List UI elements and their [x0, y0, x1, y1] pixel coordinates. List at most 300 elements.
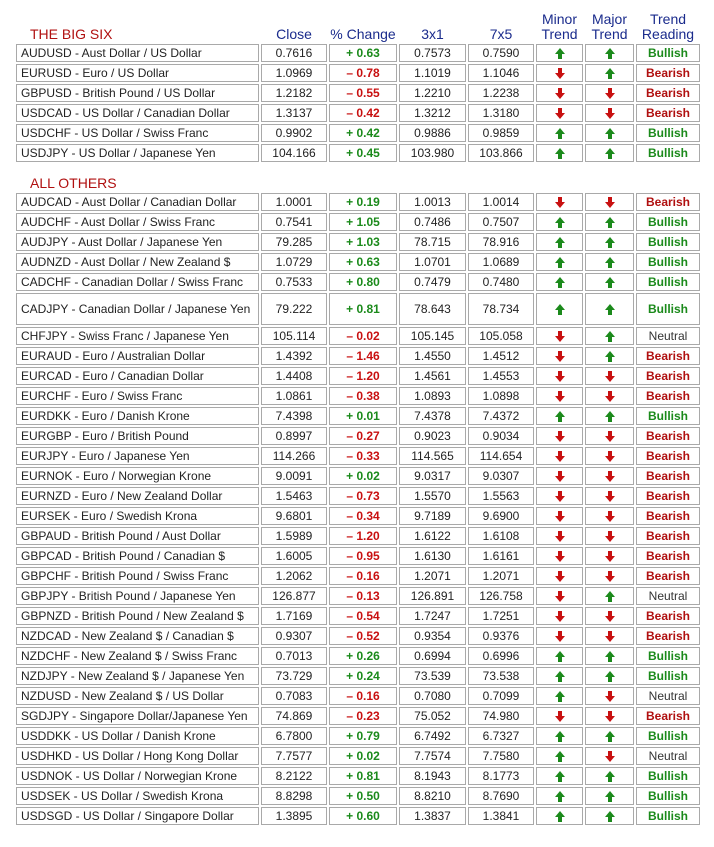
- arrow-up-icon: [555, 148, 565, 159]
- table-row[interactable]: [16, 527, 700, 545]
- arrow-up-icon: [605, 731, 615, 742]
- minor-trend-cell: [536, 44, 583, 62]
- pair-name[interactable]: EURJPY - Euro / Japanese Yen: [16, 447, 259, 465]
- value-7x5: 1.4553: [468, 367, 534, 385]
- section-title-all-others: ALL OTHERS: [30, 176, 117, 191]
- arrow-down-icon: [605, 571, 615, 582]
- value-7x5: 1.3180: [468, 104, 534, 122]
- trend-reading-value: Bullish: [636, 727, 700, 745]
- value-7x5: 114.654: [468, 447, 534, 465]
- pair-name[interactable]: USDDKK - US Dollar / Danish Krone: [16, 727, 259, 745]
- value-3x1: 0.9023: [399, 427, 466, 445]
- table-row[interactable]: [16, 427, 700, 445]
- trend-reading-value: Bearish: [636, 84, 700, 102]
- trend-reading-value: Bearish: [636, 467, 700, 485]
- close-value: 1.3895: [261, 807, 327, 825]
- value-3x1: 9.0317: [399, 467, 466, 485]
- pair-name[interactable]: GBPUSD - British Pound / US Dollar: [16, 84, 259, 102]
- trend-reading-value: Bearish: [636, 347, 700, 365]
- minor-trend-cell: [536, 687, 583, 705]
- pair-name[interactable]: EURNZD - Euro / New Zealand Dollar: [16, 487, 259, 505]
- arrow-down-icon: [555, 451, 565, 462]
- header-major-trend: Major Trend: [591, 12, 628, 42]
- table-row[interactable]: [16, 144, 700, 162]
- trend-reading-value: Neutral: [636, 327, 700, 345]
- table-row[interactable]: [16, 104, 700, 122]
- value-3x1: 1.6130: [399, 547, 466, 565]
- pair-name[interactable]: GBPNZD - British Pound / New Zealand $: [16, 607, 259, 625]
- pair-name[interactable]: GBPCAD - British Pound / Canadian $: [16, 547, 259, 565]
- value-3x1: 114.565: [399, 447, 466, 465]
- table-row[interactable]: [16, 347, 700, 365]
- major-trend-cell: [585, 807, 634, 825]
- major-trend-cell: [585, 84, 634, 102]
- arrow-up-icon: [605, 277, 615, 288]
- value-3x1: 1.0893: [399, 387, 466, 405]
- close-value: 8.2122: [261, 767, 327, 785]
- table-row[interactable]: [16, 407, 700, 425]
- table-row[interactable]: [16, 213, 700, 231]
- trend-reading-value: Bearish: [636, 367, 700, 385]
- arrow-up-icon: [555, 304, 565, 315]
- pair-name[interactable]: AUDCHF - Aust Dollar / Swiss Franc: [16, 213, 259, 231]
- arrow-down-icon: [555, 471, 565, 482]
- value-3x1: 0.7573: [399, 44, 466, 62]
- major-trend-cell: [585, 104, 634, 122]
- close-value: 0.7616: [261, 44, 327, 62]
- value-3x1: 126.891: [399, 587, 466, 605]
- pair-name[interactable]: CADJPY - Canadian Dollar / Japanese Yen: [16, 293, 259, 325]
- close-value: 0.9307: [261, 627, 327, 645]
- close-value: 74.869: [261, 707, 327, 725]
- table-row[interactable]: [16, 547, 700, 565]
- major-trend-cell: [585, 64, 634, 82]
- minor-trend-cell: [536, 327, 583, 345]
- header-trend-reading: Trend Reading: [641, 12, 695, 42]
- close-value: 1.7169: [261, 607, 327, 625]
- pct-change-value: – 1.46: [329, 347, 397, 365]
- table-row[interactable]: [16, 627, 700, 645]
- major-trend-cell: [585, 273, 634, 291]
- arrow-up-icon: [555, 217, 565, 228]
- pair-name[interactable]: USDSGD - US Dollar / Singapore Dollar: [16, 807, 259, 825]
- arrow-up-icon: [555, 277, 565, 288]
- arrow-up-icon: [555, 751, 565, 762]
- arrow-up-icon: [605, 651, 615, 662]
- pct-change-value: + 0.19: [329, 193, 397, 211]
- value-3x1: 1.3212: [399, 104, 466, 122]
- arrow-up-icon: [605, 671, 615, 682]
- major-trend-cell: [585, 687, 634, 705]
- major-trend-cell: [585, 124, 634, 142]
- spacer: [16, 164, 700, 174]
- pair-name[interactable]: CADCHF - Canadian Dollar / Swiss Franc: [16, 273, 259, 291]
- pair-name[interactable]: EURCAD - Euro / Canadian Dollar: [16, 367, 259, 385]
- arrow-up-icon: [555, 48, 565, 59]
- table-body: [16, 12, 700, 825]
- minor-trend-cell: [536, 607, 583, 625]
- pair-name[interactable]: CHFJPY - Swiss Franc / Japanese Yen: [16, 327, 259, 345]
- table-row[interactable]: [16, 487, 700, 505]
- close-value: 104.166: [261, 144, 327, 162]
- trend-reading-value: Bullish: [636, 44, 700, 62]
- pct-change-value: + 0.63: [329, 253, 397, 271]
- pct-change-value: – 0.73: [329, 487, 397, 505]
- major-trend-cell: [585, 607, 634, 625]
- minor-trend-cell: [536, 447, 583, 465]
- major-trend-cell: [585, 767, 634, 785]
- minor-trend-cell: [536, 807, 583, 825]
- value-3x1: 8.8210: [399, 787, 466, 805]
- value-7x5: 0.7507: [468, 213, 534, 231]
- pct-change-value: – 0.13: [329, 587, 397, 605]
- value-3x1: 1.0701: [399, 253, 466, 271]
- close-value: 126.877: [261, 587, 327, 605]
- pair-name[interactable]: EURCHF - Euro / Swiss Franc: [16, 387, 259, 405]
- pair-name[interactable]: NZDUSD - New Zealand $ / US Dollar: [16, 687, 259, 705]
- major-trend-cell: [585, 787, 634, 805]
- close-value: 79.285: [261, 233, 327, 251]
- pct-change-value: + 0.45: [329, 144, 397, 162]
- arrow-up-icon: [555, 811, 565, 822]
- table-row[interactable]: [16, 293, 700, 325]
- arrow-up-icon: [605, 257, 615, 268]
- table-row[interactable]: [16, 727, 700, 745]
- value-7x5: 103.866: [468, 144, 534, 162]
- value-7x5: 78.916: [468, 233, 534, 251]
- pct-change-value: + 1.03: [329, 233, 397, 251]
- arrow-up-icon: [605, 237, 615, 248]
- close-value: 0.7541: [261, 213, 327, 231]
- value-7x5: 0.6996: [468, 647, 534, 665]
- close-value: 9.0091: [261, 467, 327, 485]
- trend-reading-value: Bearish: [636, 547, 700, 565]
- table-row[interactable]: [16, 367, 700, 385]
- value-7x5: 7.4372: [468, 407, 534, 425]
- pct-change-value: – 0.52: [329, 627, 397, 645]
- pct-change-value: – 0.55: [329, 84, 397, 102]
- pair-name[interactable]: GBPCHF - British Pound / Swiss Franc: [16, 567, 259, 585]
- minor-trend-cell: [536, 387, 583, 405]
- arrow-down-icon: [605, 108, 615, 119]
- pair-name[interactable]: NZDCHF - New Zealand $ / Swiss Franc: [16, 647, 259, 665]
- pair-name[interactable]: USDSEK - US Dollar / Swedish Krona: [16, 787, 259, 805]
- close-value: 73.729: [261, 667, 327, 685]
- major-trend-cell: [585, 587, 634, 605]
- table-row[interactable]: [16, 447, 700, 465]
- pair-name[interactable]: AUDJPY - Aust Dollar / Japanese Yen: [16, 233, 259, 251]
- arrow-down-icon: [605, 751, 615, 762]
- table-row[interactable]: [16, 647, 700, 665]
- header-pct-change: % Change: [330, 26, 396, 42]
- header-7x5: 7x5: [489, 26, 513, 42]
- pair-name[interactable]: EURAUD - Euro / Australian Dollar: [16, 347, 259, 365]
- value-7x5: 126.758: [468, 587, 534, 605]
- minor-trend-cell: [536, 427, 583, 445]
- value-7x5: 9.6900: [468, 507, 534, 525]
- value-3x1: 78.715: [399, 233, 466, 251]
- table-row[interactable]: [16, 273, 700, 291]
- pair-name[interactable]: AUDNZD - Aust Dollar / New Zealand $: [16, 253, 259, 271]
- trend-reading-value: Bearish: [636, 627, 700, 645]
- value-7x5: 0.9034: [468, 427, 534, 445]
- trend-reading-value: Bullish: [636, 807, 700, 825]
- arrow-up-icon: [605, 48, 615, 59]
- value-3x1: 0.6994: [399, 647, 466, 665]
- arrow-down-icon: [555, 391, 565, 402]
- minor-trend-cell: [536, 587, 583, 605]
- value-3x1: 9.7189: [399, 507, 466, 525]
- minor-trend-cell: [536, 213, 583, 231]
- pct-change-value: – 0.54: [329, 607, 397, 625]
- value-3x1: 78.643: [399, 293, 466, 325]
- minor-trend-cell: [536, 193, 583, 211]
- table-row[interactable]: [16, 327, 700, 345]
- minor-trend-cell: [536, 467, 583, 485]
- arrow-up-icon: [605, 304, 615, 315]
- trend-reading-value: Bearish: [636, 507, 700, 525]
- close-value: 7.7577: [261, 747, 327, 765]
- pair-name[interactable]: NZDCAD - New Zealand $ / Canadian $: [16, 627, 259, 645]
- pct-change-value: – 0.95: [329, 547, 397, 565]
- arrow-down-icon: [555, 197, 565, 208]
- pair-name[interactable]: GBPJPY - British Pound / Japanese Yen: [16, 587, 259, 605]
- close-value: 1.0969: [261, 64, 327, 82]
- value-7x5: 73.538: [468, 667, 534, 685]
- value-3x1: 6.7492: [399, 727, 466, 745]
- table-row[interactable]: [16, 747, 700, 765]
- value-7x5: 7.7580: [468, 747, 534, 765]
- table-row[interactable]: [16, 587, 700, 605]
- pair-name[interactable]: USDNOK - US Dollar / Norwegian Krone: [16, 767, 259, 785]
- forex-trend-tables: [14, 10, 698, 827]
- value-3x1: 1.4561: [399, 367, 466, 385]
- arrow-down-icon: [555, 88, 565, 99]
- table-row[interactable]: [16, 193, 700, 211]
- value-7x5: 0.9859: [468, 124, 534, 142]
- table-row[interactable]: [16, 84, 700, 102]
- arrow-down-icon: [555, 571, 565, 582]
- table-row[interactable]: [16, 607, 700, 625]
- arrow-down-icon: [605, 711, 615, 722]
- trend-reading-value: Bullish: [636, 213, 700, 231]
- trend-reading-value: Bullish: [636, 144, 700, 162]
- value-7x5: 1.6108: [468, 527, 534, 545]
- pair-name[interactable]: GBPAUD - British Pound / Aust Dollar: [16, 527, 259, 545]
- value-7x5: 8.7690: [468, 787, 534, 805]
- table-row[interactable]: [16, 124, 700, 142]
- major-trend-cell: [585, 627, 634, 645]
- arrow-down-icon: [605, 551, 615, 562]
- value-7x5: 1.1046: [468, 64, 534, 82]
- minor-trend-cell: [536, 124, 583, 142]
- value-7x5: 78.734: [468, 293, 534, 325]
- close-value: 9.6801: [261, 507, 327, 525]
- pair-name[interactable]: SGDJPY - Singapore Dollar/Japanese Yen: [16, 707, 259, 725]
- pair-name[interactable]: EURDKK - Euro / Danish Krone: [16, 407, 259, 425]
- table-row[interactable]: [16, 767, 700, 785]
- pair-name[interactable]: USDHKD - US Dollar / Hong Kong Dollar: [16, 747, 259, 765]
- trend-reading-value: Neutral: [636, 687, 700, 705]
- arrow-down-icon: [605, 471, 615, 482]
- value-7x5: 0.7099: [468, 687, 534, 705]
- table-row[interactable]: [16, 44, 700, 62]
- major-trend-cell: [585, 707, 634, 725]
- major-trend-cell: [585, 547, 634, 565]
- arrow-down-icon: [555, 531, 565, 542]
- pct-change-value: – 0.23: [329, 707, 397, 725]
- close-value: 7.4398: [261, 407, 327, 425]
- all-others-header-row: [16, 176, 700, 191]
- minor-trend-cell: [536, 84, 583, 102]
- major-trend-cell: [585, 327, 634, 345]
- trend-reading-value: Bearish: [636, 527, 700, 545]
- value-3x1: 0.9886: [399, 124, 466, 142]
- pct-change-value: + 0.02: [329, 467, 397, 485]
- trend-reading-value: Bullish: [636, 124, 700, 142]
- value-3x1: 1.3837: [399, 807, 466, 825]
- close-value: 0.7533: [261, 273, 327, 291]
- arrow-up-icon: [555, 411, 565, 422]
- pair-name[interactable]: NZDJPY - New Zealand $ / Japanese Yen: [16, 667, 259, 685]
- value-7x5: 1.7251: [468, 607, 534, 625]
- pct-change-value: + 0.79: [329, 727, 397, 745]
- table-row[interactable]: [16, 787, 700, 805]
- major-trend-cell: [585, 193, 634, 211]
- value-7x5: 1.0014: [468, 193, 534, 211]
- pair-name[interactable]: EURSEK - Euro / Swedish Krona: [16, 507, 259, 525]
- arrow-down-icon: [605, 491, 615, 502]
- value-3x1: 8.1943: [399, 767, 466, 785]
- close-value: 1.2182: [261, 84, 327, 102]
- table-row[interactable]: [16, 507, 700, 525]
- pct-change-value: – 0.16: [329, 567, 397, 585]
- pair-name[interactable]: EURNOK - Euro / Norwegian Krone: [16, 467, 259, 485]
- trend-reading-value: Bullish: [636, 253, 700, 271]
- table-row[interactable]: [16, 387, 700, 405]
- close-value: 1.5989: [261, 527, 327, 545]
- pair-name[interactable]: USDJPY - US Dollar / Japanese Yen: [16, 144, 259, 162]
- pct-change-value: + 0.80: [329, 273, 397, 291]
- table-row[interactable]: [16, 253, 700, 271]
- trend-reading-value: Bullish: [636, 787, 700, 805]
- minor-trend-cell: [536, 367, 583, 385]
- arrow-down-icon: [555, 631, 565, 642]
- trend-reading-value: Bearish: [636, 193, 700, 211]
- table-row[interactable]: [16, 687, 700, 705]
- arrow-down-icon: [605, 611, 615, 622]
- table-row[interactable]: [16, 467, 700, 485]
- value-3x1: 1.0013: [399, 193, 466, 211]
- arrow-down-icon: [555, 371, 565, 382]
- trend-reading-value: Bearish: [636, 607, 700, 625]
- arrow-down-icon: [605, 391, 615, 402]
- arrow-up-icon: [605, 351, 615, 362]
- header-close: Close: [276, 26, 312, 42]
- arrow-up-icon: [605, 591, 615, 602]
- value-3x1: 105.145: [399, 327, 466, 345]
- pct-change-value: – 1.20: [329, 367, 397, 385]
- table-row[interactable]: [16, 233, 700, 251]
- pair-name[interactable]: USDCHF - US Dollar / Swiss Franc: [16, 124, 259, 142]
- minor-trend-cell: [536, 727, 583, 745]
- value-3x1: 7.4378: [399, 407, 466, 425]
- trend-reading-value: Bearish: [636, 427, 700, 445]
- arrow-up-icon: [605, 128, 615, 139]
- pct-change-value: – 0.38: [329, 387, 397, 405]
- major-trend-cell: [585, 667, 634, 685]
- pct-change-value: – 0.16: [329, 687, 397, 705]
- arrow-up-icon: [555, 257, 565, 268]
- value-7x5: 1.0689: [468, 253, 534, 271]
- major-trend-cell: [585, 747, 634, 765]
- major-trend-cell: [585, 447, 634, 465]
- table-row[interactable]: [16, 707, 700, 725]
- major-trend-cell: [585, 293, 634, 325]
- value-7x5: 1.0898: [468, 387, 534, 405]
- value-7x5: 0.9376: [468, 627, 534, 645]
- value-7x5: 1.4512: [468, 347, 534, 365]
- arrow-down-icon: [605, 691, 615, 702]
- minor-trend-cell: [536, 104, 583, 122]
- pct-change-value: + 0.24: [329, 667, 397, 685]
- close-value: 8.8298: [261, 787, 327, 805]
- table-row[interactable]: [16, 807, 700, 825]
- arrow-down-icon: [555, 711, 565, 722]
- value-3x1: 0.7486: [399, 213, 466, 231]
- pct-change-value: – 0.42: [329, 104, 397, 122]
- value-7x5: 1.2238: [468, 84, 534, 102]
- minor-trend-cell: [536, 293, 583, 325]
- minor-trend-cell: [536, 64, 583, 82]
- major-trend-cell: [585, 567, 634, 585]
- pair-name[interactable]: USDCAD - US Dollar / Canadian Dollar: [16, 104, 259, 122]
- trend-reading-value: Neutral: [636, 587, 700, 605]
- pct-change-value: + 0.81: [329, 293, 397, 325]
- major-trend-cell: [585, 213, 634, 231]
- pair-name[interactable]: AUDUSD - Aust Dollar / US Dollar: [16, 44, 259, 62]
- pair-name[interactable]: EURGBP - Euro / British Pound: [16, 427, 259, 445]
- close-value: 1.6005: [261, 547, 327, 565]
- arrow-down-icon: [605, 451, 615, 462]
- value-7x5: 74.980: [468, 707, 534, 725]
- close-value: 0.7083: [261, 687, 327, 705]
- pct-change-value: + 0.01: [329, 407, 397, 425]
- value-7x5: 1.2071: [468, 567, 534, 585]
- table-row[interactable]: [16, 64, 700, 82]
- pair-name[interactable]: AUDCAD - Aust Dollar / Canadian Dollar: [16, 193, 259, 211]
- trend-reading-value: Bullish: [636, 293, 700, 325]
- arrow-up-icon: [605, 68, 615, 79]
- table-row[interactable]: [16, 567, 700, 585]
- arrow-up-icon: [605, 791, 615, 802]
- pair-name[interactable]: EURUSD - Euro / US Dollar: [16, 64, 259, 82]
- trend-reading-value: Bearish: [636, 104, 700, 122]
- arrow-down-icon: [605, 631, 615, 642]
- arrow-down-icon: [605, 371, 615, 382]
- table-row[interactable]: [16, 667, 700, 685]
- value-7x5: 6.7327: [468, 727, 534, 745]
- arrow-up-icon: [605, 331, 615, 342]
- arrow-up-icon: [555, 128, 565, 139]
- close-value: 6.7800: [261, 727, 327, 745]
- close-value: 105.114: [261, 327, 327, 345]
- value-3x1: 1.2071: [399, 567, 466, 585]
- minor-trend-cell: [536, 144, 583, 162]
- major-trend-cell: [585, 487, 634, 505]
- trend-reading-value: Bullish: [636, 273, 700, 291]
- major-trend-cell: [585, 647, 634, 665]
